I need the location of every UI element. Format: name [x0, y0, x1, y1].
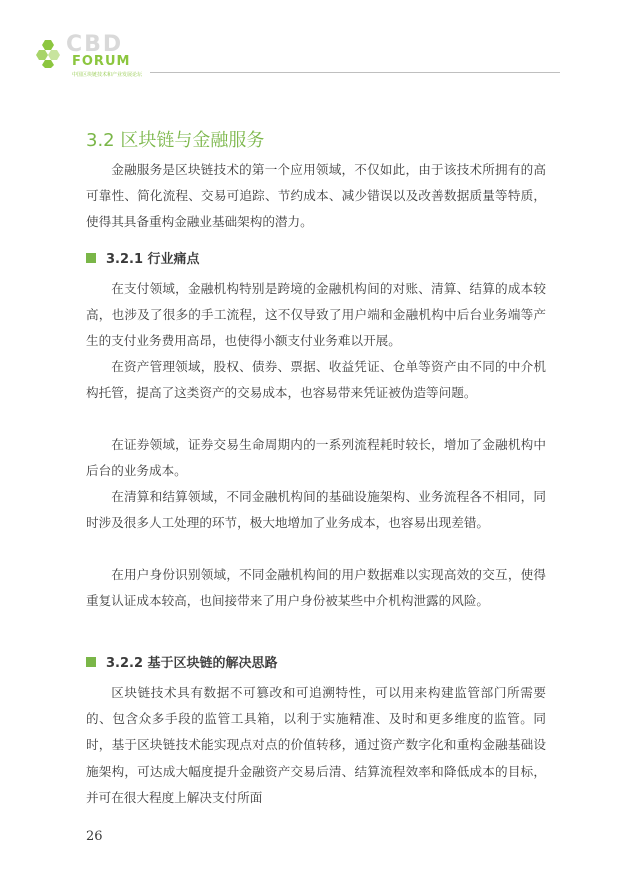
section-intro-paragraph: 金融服务是区块链技术的第一个应用领域，不仅如此，由于该技术所拥有的高可靠性、简化流程、交易可追踪、节约成本、减少错误以及改善数据质量等特质，使得其具备重构金融业基础架构的潜力。 — [86, 162, 546, 230]
green-square-bullet-icon — [86, 253, 96, 263]
subsection-heading-1 — [86, 248, 200, 267]
brand-sub: FORUM — [72, 54, 131, 69]
section-title: 3.2 区块链与金融服务 — [86, 130, 265, 151]
body-paragraph: 在支付领域，金融机构特别是跨境的金融机构间的对账、清算、结算的成本较高，也涉及了很多的手工流程，这不仅导致了用户端和金融机构中后台业务端等产生的支付业务费用高昂，也使得小额支付业务难以开展。 — [86, 281, 546, 349]
body-paragraph: 在资产管理领域，股权、债券、票据、收益凭证、仓单等资产由不同的中介机构托管，提高了这类资产的交易成本，也容易带来凭证被伪造等问题。 — [86, 359, 546, 401]
page-header — [0, 0, 640, 90]
cbd-forum-logo — [36, 34, 156, 84]
subsection-title-1: 3.2.1 行业痛点 — [106, 252, 200, 267]
subsection-title-2: 3.2.2 基于区块链的解决思路 — [106, 656, 278, 671]
hexagon-cluster-icon — [36, 38, 66, 68]
green-square-bullet-icon — [86, 657, 96, 667]
brand-tagline: 中国区块链技术和产业发展论坛 — [72, 72, 143, 78]
body-paragraph: 区块链技术具有数据不可篡改和可追溯特性，可以用来构建监管部门所需要的、包含众多手段的监管工具箱，以利于实施精准、及时和更多维度的监管。同时，基于区块链技术能实现点对点的价值转移，通过资产数字化和重构金融基础设施架构，可达成大幅度提升金融资产交易后清、结算流程效率和降低成本的目标，并可在很大程度上解决支付所面 — [86, 685, 546, 805]
body-paragraph: 在清算和结算领域，不同金融机构间的基础设施架构、业务流程各不相同，同时涉及很多人工处理的环节，极大地增加了业务成本，也容易出现差错。 — [86, 489, 546, 531]
body-paragraph: 在用户身份识别领域，不同金融机构间的用户数据难以实现高效的交互，使得重复认证成本较高，也间接带来了用户身份被某些中介机构泄露的风险。 — [86, 567, 546, 609]
header-divider — [150, 72, 560, 73]
page-number: 26 — [86, 829, 103, 844]
subsection-heading-2 — [86, 652, 278, 671]
brand-main: CBD — [66, 32, 124, 57]
body-paragraph: 在证券领域，证券交易生命周期内的一系列流程耗时较长，增加了金融机构中后台的业务成本。 — [86, 437, 546, 479]
